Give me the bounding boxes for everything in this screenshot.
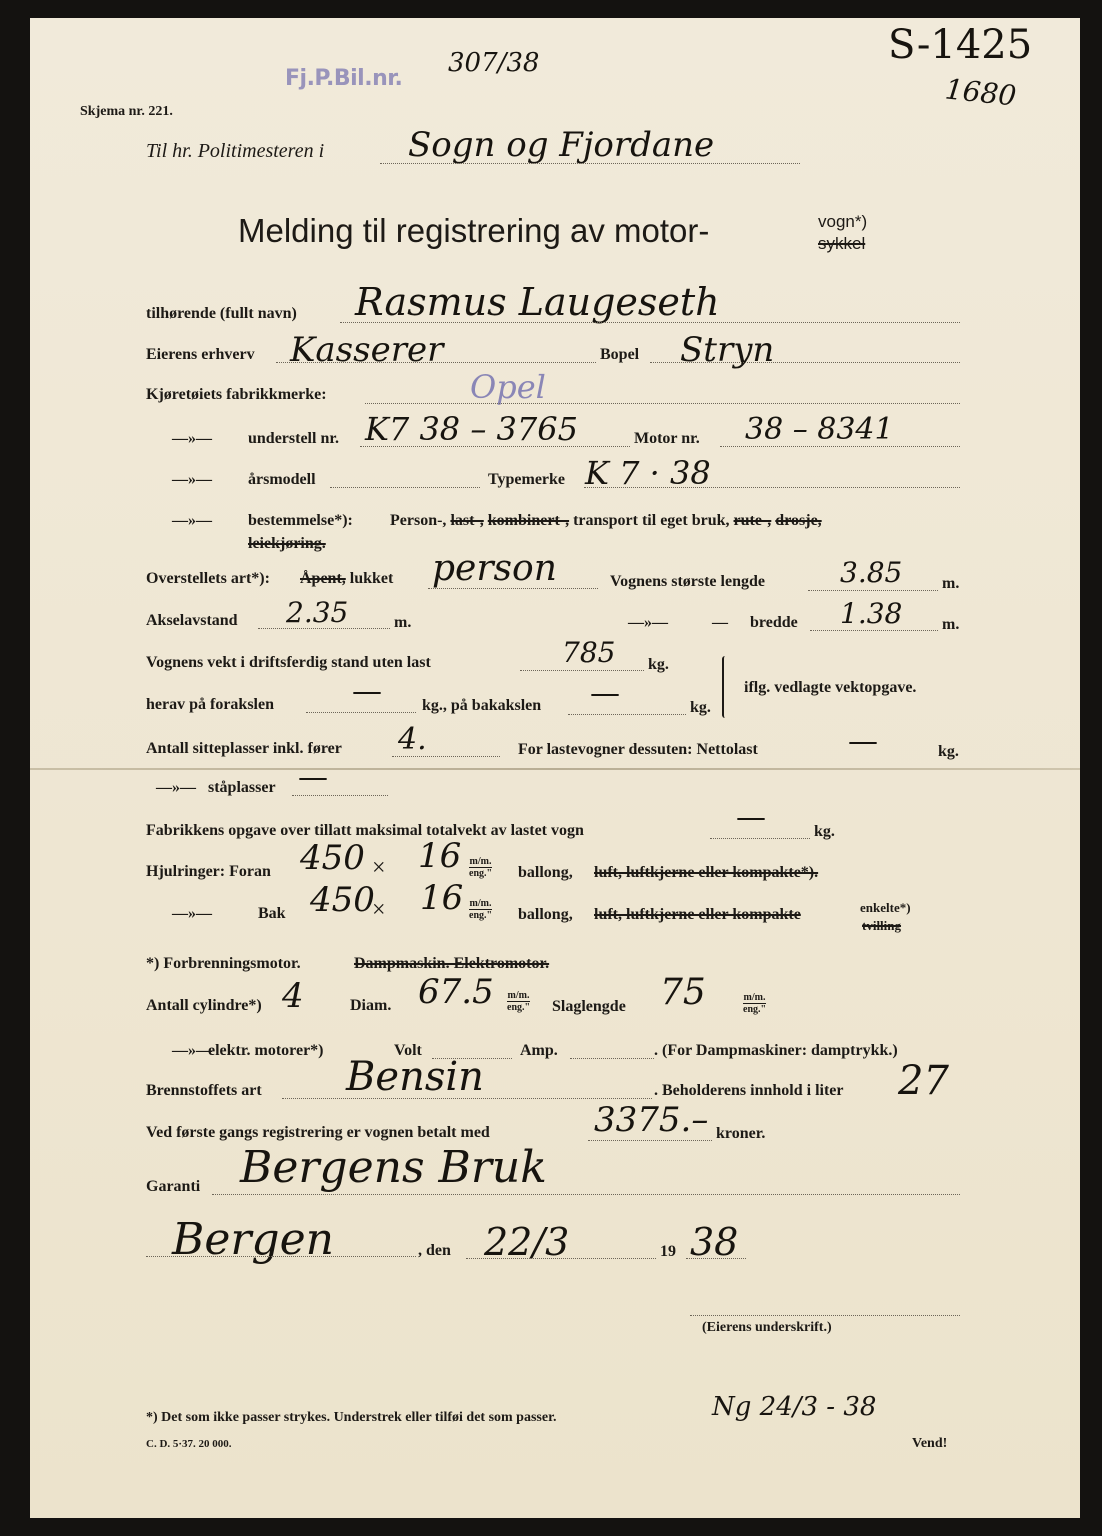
volt-label: Volt bbox=[394, 1042, 422, 1059]
tires-rear-unit: $\frac{m/m.}{\text{eng."}}$ bbox=[469, 898, 493, 921]
length-unit: m. bbox=[942, 575, 960, 592]
chassis-label: understell nr. bbox=[248, 430, 339, 447]
year-line bbox=[686, 1258, 746, 1259]
max-weight-unit: kg. bbox=[814, 823, 835, 840]
weight-brace bbox=[722, 656, 730, 718]
weight-label: Vognens vekt i driftsferdig stand uten last bbox=[146, 654, 431, 671]
fuel-line bbox=[282, 1098, 652, 1099]
max-weight-value: — bbox=[736, 800, 766, 835]
stamp-number: 307/38 bbox=[448, 48, 540, 78]
form-title: Melding til registrering av motor- bbox=[238, 212, 710, 249]
wheelbase-label: Akselavstand bbox=[146, 612, 238, 629]
tires-front-ballong: ballong, bbox=[518, 864, 573, 881]
tank-label: . Beholderens innhold i liter bbox=[654, 1082, 844, 1099]
purpose-last: last-, bbox=[450, 512, 484, 529]
body-value: person bbox=[432, 548, 557, 589]
price-line bbox=[588, 1140, 712, 1141]
place-line bbox=[146, 1256, 416, 1257]
signature-line bbox=[690, 1315, 960, 1316]
price-value: 3375.– bbox=[594, 1100, 709, 1140]
rear-axle-unit: kg. bbox=[690, 699, 711, 716]
weight-line bbox=[520, 670, 644, 671]
length-label: Vognens største lengde bbox=[610, 573, 765, 590]
chassis-value: K7 38 – 3765 bbox=[365, 410, 578, 448]
price-label: Ved første gangs registrering er vognen betalt med bbox=[146, 1124, 490, 1141]
chassis-line bbox=[360, 446, 630, 447]
ditto-rear: —»— bbox=[172, 905, 212, 922]
tires-front-times: × bbox=[372, 855, 386, 881]
make-label: Kjøretøiets fabrikkmerke: bbox=[146, 386, 327, 403]
residence-label: Bopel bbox=[600, 346, 640, 363]
rear-axle-line bbox=[568, 714, 686, 715]
footer-note: *) Det som ikke passer strykes. Understrek eller tilføi det som passer. bbox=[146, 1410, 557, 1425]
addressee-value: Sogn og Fjordane bbox=[408, 125, 715, 165]
length-value: 3.85 bbox=[840, 556, 903, 589]
front-axle-line bbox=[306, 712, 416, 713]
diam-value: 67.5 bbox=[418, 972, 494, 1012]
wheelbase-unit: m. bbox=[394, 614, 412, 631]
handwritten-note: Ng 24/3 - 38 bbox=[712, 1392, 877, 1422]
tires-front-b: 16 bbox=[418, 836, 462, 876]
max-weight-line bbox=[710, 838, 810, 839]
price-unit: kroner. bbox=[716, 1125, 766, 1142]
owner-line bbox=[340, 322, 960, 323]
tires-label: Hjulringer: Foran bbox=[146, 863, 271, 880]
width-dash: — bbox=[712, 614, 728, 631]
weight-note: iflg. vedlagte vektopgave. bbox=[744, 679, 917, 696]
wheelbase-line bbox=[258, 628, 390, 629]
addressee-line bbox=[380, 163, 800, 164]
year-label: årsmodell bbox=[248, 471, 316, 488]
seats-value: 4. bbox=[398, 722, 427, 757]
purpose-label: bestemmelse*): bbox=[248, 512, 353, 529]
tires-front-unit: $\frac{m/m.}{\text{eng."}}$ bbox=[469, 856, 493, 879]
place-value: Bergen bbox=[172, 1214, 334, 1265]
diam-unit: $\frac{m/m.}{\text{eng."}}$ bbox=[507, 990, 531, 1013]
width-label: bredde bbox=[750, 614, 798, 631]
engine-struck: Dampmaskin. Elektromotor. bbox=[354, 955, 550, 972]
weight-value: 785 bbox=[562, 636, 616, 669]
tires-front-a: 450 bbox=[300, 838, 365, 878]
form-number: Skjema nr. 221. bbox=[80, 104, 173, 119]
body-options bbox=[300, 570, 393, 588]
purpose-kombinert: kombinert-, bbox=[487, 512, 570, 529]
residence-value: Stryn bbox=[680, 330, 775, 370]
addressee-label: Til hr. Politimesteren i bbox=[146, 140, 325, 162]
width-unit: m. bbox=[942, 616, 960, 633]
width-line bbox=[810, 630, 938, 631]
fuel-value: Bensin bbox=[346, 1054, 484, 1100]
diam-label: Diam. bbox=[350, 997, 392, 1014]
motor-line bbox=[720, 446, 960, 447]
amp-line bbox=[570, 1058, 654, 1059]
ditto-chassis: —»— bbox=[172, 430, 212, 447]
cargo-value: — bbox=[848, 724, 878, 759]
date-label: , den bbox=[418, 1242, 451, 1259]
electric-label: elektr. motorer*) bbox=[208, 1042, 324, 1059]
weight-unit: kg. bbox=[648, 656, 669, 673]
year-prefix: 19 bbox=[660, 1243, 676, 1260]
owner-value: Rasmus Laugeseth bbox=[355, 280, 720, 324]
seats-line bbox=[392, 756, 500, 757]
engine-note: *) Forbrenningsmotor. bbox=[146, 955, 301, 972]
date-value: 22/3 bbox=[484, 1220, 570, 1264]
motor-label: Motor nr. bbox=[634, 430, 700, 447]
title-option-vogn: vogn*) bbox=[818, 212, 868, 231]
make-line bbox=[365, 403, 960, 404]
body-label: Overstellets art*): bbox=[146, 570, 270, 587]
purpose-person: Person-, bbox=[390, 512, 447, 529]
purpose-rute: rute-, bbox=[733, 512, 772, 529]
body-lukket: lukket bbox=[349, 570, 394, 587]
tires-rear-struck: luft, luftkjerne eller kompakte bbox=[594, 906, 801, 923]
year-value: 38 bbox=[690, 1220, 739, 1264]
type-value: K 7 · 38 bbox=[585, 454, 711, 492]
registration-stamp: Fj.P.Bil.nr. bbox=[285, 66, 403, 91]
make-value: Opel bbox=[470, 368, 546, 406]
residence-line bbox=[650, 362, 960, 363]
standing-line bbox=[292, 795, 388, 796]
rear-axle-label: kg., på bakakslen bbox=[422, 697, 542, 714]
ditto-electric: —»— bbox=[172, 1042, 212, 1059]
width-value: 1.38 bbox=[840, 597, 903, 630]
seats-label: Antall sitteplasser inkl. fører bbox=[146, 740, 342, 757]
rear-axle-value: — bbox=[590, 676, 620, 711]
purpose-leie: leiekjøring. bbox=[248, 535, 326, 552]
print-code: C. D. 5·37. 20 000. bbox=[146, 1438, 232, 1450]
occupation-value: Kasserer bbox=[290, 330, 444, 370]
tires-rear-ballong: ballong, bbox=[518, 906, 573, 923]
amp-label: Amp. bbox=[520, 1042, 558, 1059]
title-option-sykkel: sykkel bbox=[818, 234, 866, 253]
front-axle-value: — bbox=[352, 674, 382, 709]
motor-value: 38 – 8341 bbox=[745, 412, 894, 447]
tires-rear-a: 450 bbox=[310, 880, 375, 920]
archive-code: S-1425 bbox=[888, 22, 1033, 68]
owner-label: tilhørende (fullt navn) bbox=[146, 305, 297, 322]
ditto-purpose: —»— bbox=[172, 512, 212, 529]
length-line bbox=[808, 590, 938, 591]
type-label: Typemerke bbox=[488, 471, 566, 488]
stroke-label: Slaglengde bbox=[552, 998, 626, 1015]
purpose-drosje: drosje, bbox=[775, 512, 822, 529]
type-line bbox=[584, 487, 960, 488]
standing-value: — bbox=[298, 760, 328, 795]
guarantee-line bbox=[212, 1194, 960, 1195]
occupation-line bbox=[276, 362, 596, 363]
archive-subcode: 1680 bbox=[943, 72, 1018, 113]
rear-label: Bak bbox=[258, 905, 286, 922]
front-axle-label: herav på forakslen bbox=[146, 696, 274, 713]
standing-label: ståplasser bbox=[208, 779, 276, 796]
stroke-unit: $\frac{m/m.}{\text{eng."}}$ bbox=[743, 992, 767, 1015]
stroke-value: 75 bbox=[660, 972, 706, 1013]
body-line bbox=[428, 588, 598, 589]
guarantee-value: Bergens Bruk bbox=[240, 1142, 547, 1193]
occupation-label: Eierens erhverv bbox=[146, 346, 255, 363]
signature-label: (Eierens underskrift.) bbox=[702, 1320, 832, 1335]
paper-fold bbox=[30, 768, 1080, 770]
tires-rear-b: 16 bbox=[420, 878, 464, 918]
tires-tvilling: tvilling bbox=[862, 918, 902, 933]
cylinders-value: 4 bbox=[282, 976, 304, 1016]
purpose-options bbox=[390, 512, 822, 530]
tires-rear-times: × bbox=[372, 897, 386, 923]
date-line bbox=[466, 1258, 656, 1259]
purpose-transport: transport til eget bruk, bbox=[573, 512, 730, 529]
tank-value: 27 bbox=[898, 1058, 949, 1104]
cargo-unit: kg. bbox=[938, 743, 959, 760]
steam-label: . (For Dampmaskiner: damptrykk.) bbox=[654, 1042, 898, 1059]
wheelbase-value: 2.35 bbox=[286, 596, 349, 629]
ditto-year: —»— bbox=[172, 471, 212, 488]
max-weight-label: Fabrikkens opgave over tillatt maksimal totalvekt av lastet vogn bbox=[146, 822, 584, 839]
ditto-width: —»— bbox=[628, 614, 668, 631]
year-line bbox=[330, 487, 480, 488]
ditto-standing: —»— bbox=[156, 779, 196, 796]
tires-enkelte: enkelte*) bbox=[860, 900, 911, 915]
body-apent: Åpent, bbox=[300, 570, 346, 587]
cargo-label: For lastevogner dessuten: Nettolast bbox=[518, 741, 758, 758]
tires-front-struck: luft, luftkjerne eller kompakte*). bbox=[594, 864, 819, 881]
turn-page-label: Vend! bbox=[912, 1436, 948, 1451]
cylinders-label: Antall cylindre*) bbox=[146, 997, 262, 1014]
guarantee-label: Garanti bbox=[146, 1178, 201, 1195]
fuel-label: Brennstoffets art bbox=[146, 1082, 262, 1099]
